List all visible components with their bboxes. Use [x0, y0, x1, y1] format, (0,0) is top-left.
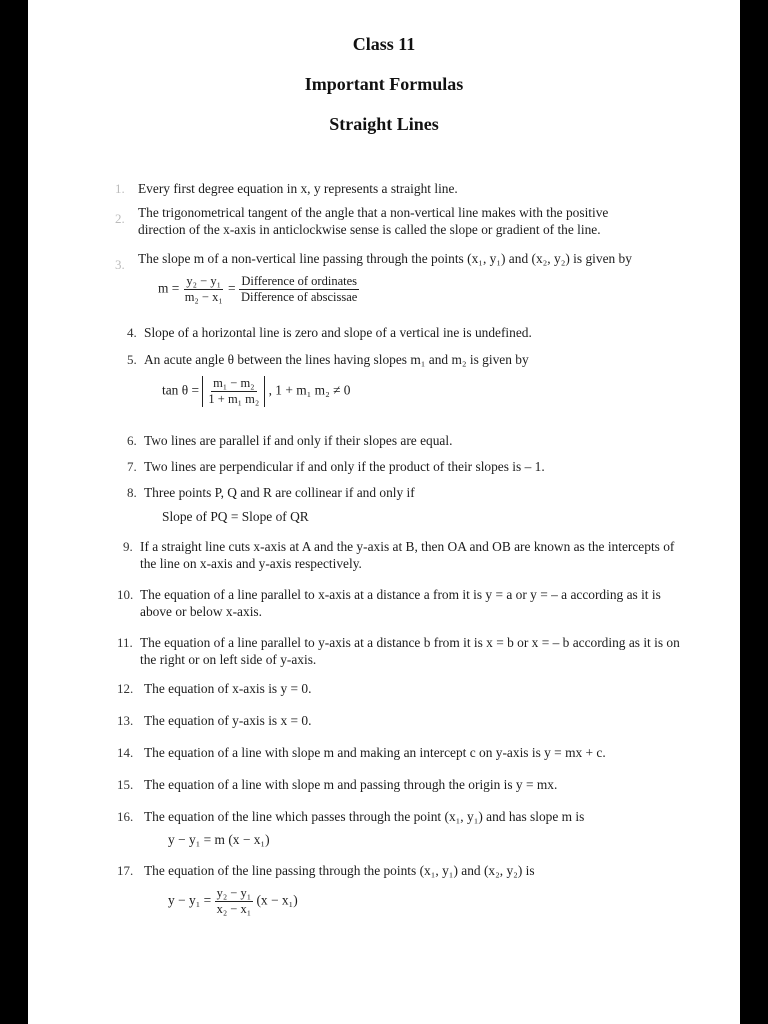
item-number: 3.	[115, 257, 125, 272]
item-number: 4.	[127, 325, 137, 340]
formula-item: Slope of a horizontal line is zero and slope of a vertical ine is undefined.	[144, 325, 532, 340]
item-number: 8.	[127, 485, 137, 500]
collinear-formula: Slope of PQ = Slope of QR	[162, 509, 309, 524]
formula-item: Two lines are parallel if and only if their slopes are equal.	[144, 433, 453, 448]
formula-item: Three points P, Q and R are collinear if and only if	[144, 485, 415, 500]
formula-item: The slope m of a non-vertical line passing through the points (x₁, y₁) and (x₂, y₂) is given by	[138, 251, 632, 266]
formula-item: The trigonometrical tangent of the angle that a non-vertical line makes with the positive direction of the x-axis in anticlockwise sense is called the slope or gradient of the line.	[138, 205, 609, 237]
item-number: 13.	[117, 713, 134, 728]
item-number: 10.	[117, 587, 134, 602]
formula-item: The equation of a line with slope m and passing through the origin is y = mx.	[144, 777, 558, 792]
formula-item: The equation of the line which passes through the point (x₁, y₁) and has slope m is	[144, 809, 585, 824]
formula-item: Every first degree equation in x, y represents a straight line.	[138, 181, 458, 196]
document-page	[28, 0, 740, 1024]
topic-title: Straight Lines	[329, 114, 439, 134]
formula-item: The equation of a line parallel to y-axis at a distance b from it is x = b or x = – b according as it is on the right or on left side of y-axis.	[140, 635, 680, 667]
formula-item: If a straight line cuts x-axis at A and the y-axis at B, then OA and OB are known as the intercepts of the line on x-axis and y-axis respectively.	[140, 539, 675, 571]
item-number: 2.	[115, 211, 125, 226]
page-subtitle: Important Formulas	[304, 74, 464, 94]
item-number: 9.	[123, 539, 133, 554]
formula-item: The equation of y-axis is x = 0.	[144, 713, 312, 728]
angle-formula: tan θ = $\frac{\text{m₁ − m₂}}{\text{1 + m₁ m₂}}$ , 1 + m₁ m₂ ≠ 0	[162, 376, 351, 406]
formula-item: An acute angle θ between the lines having slopes m₁ and m₂ is given by	[144, 352, 529, 367]
item-number: 1.	[115, 181, 125, 196]
two-point-formula: y − y₁ = $\frac{\text{y₂ − y₁}}{\text{x₂ − x₁}}$ (x − x₁)	[168, 886, 298, 916]
slope-formula: m = $\frac{\text{y₂ − y₁}}{\text{m₂ − x₁}}$ = $\frac{\text{Difference of ordinates}}{\text{Difference of abscissae}}$	[158, 274, 358, 304]
class-heading: Class 11	[352, 34, 416, 54]
item-number: 15.	[117, 777, 134, 792]
item-number: 5.	[127, 352, 137, 367]
item-number: 12.	[117, 681, 134, 696]
item-number: 16.	[117, 809, 134, 824]
item-number: 7.	[127, 459, 137, 474]
formula-item: The equation of the line passing through the points (x₁, y₁) and (x₂, y₂) is	[144, 863, 535, 878]
item-number: 11.	[117, 635, 133, 650]
formula-item: The equation of a line parallel to x-axis at a distance a from it is y = a or y = – a according as it is above or below x-axis.	[140, 587, 661, 619]
item-number: 17.	[117, 863, 134, 878]
item-number: 6.	[127, 433, 137, 448]
item-number: 14.	[117, 745, 134, 760]
point-slope-formula: y − y₁ = m (x − x₁)	[168, 832, 270, 847]
formula-item: The equation of a line with slope m and making an intercept c on y-axis is y = mx + c.	[144, 745, 606, 760]
formula-item: Two lines are perpendicular if and only if the product of their slopes is – 1.	[144, 459, 545, 474]
formula-item: The equation of x-axis is y = 0.	[144, 681, 312, 696]
